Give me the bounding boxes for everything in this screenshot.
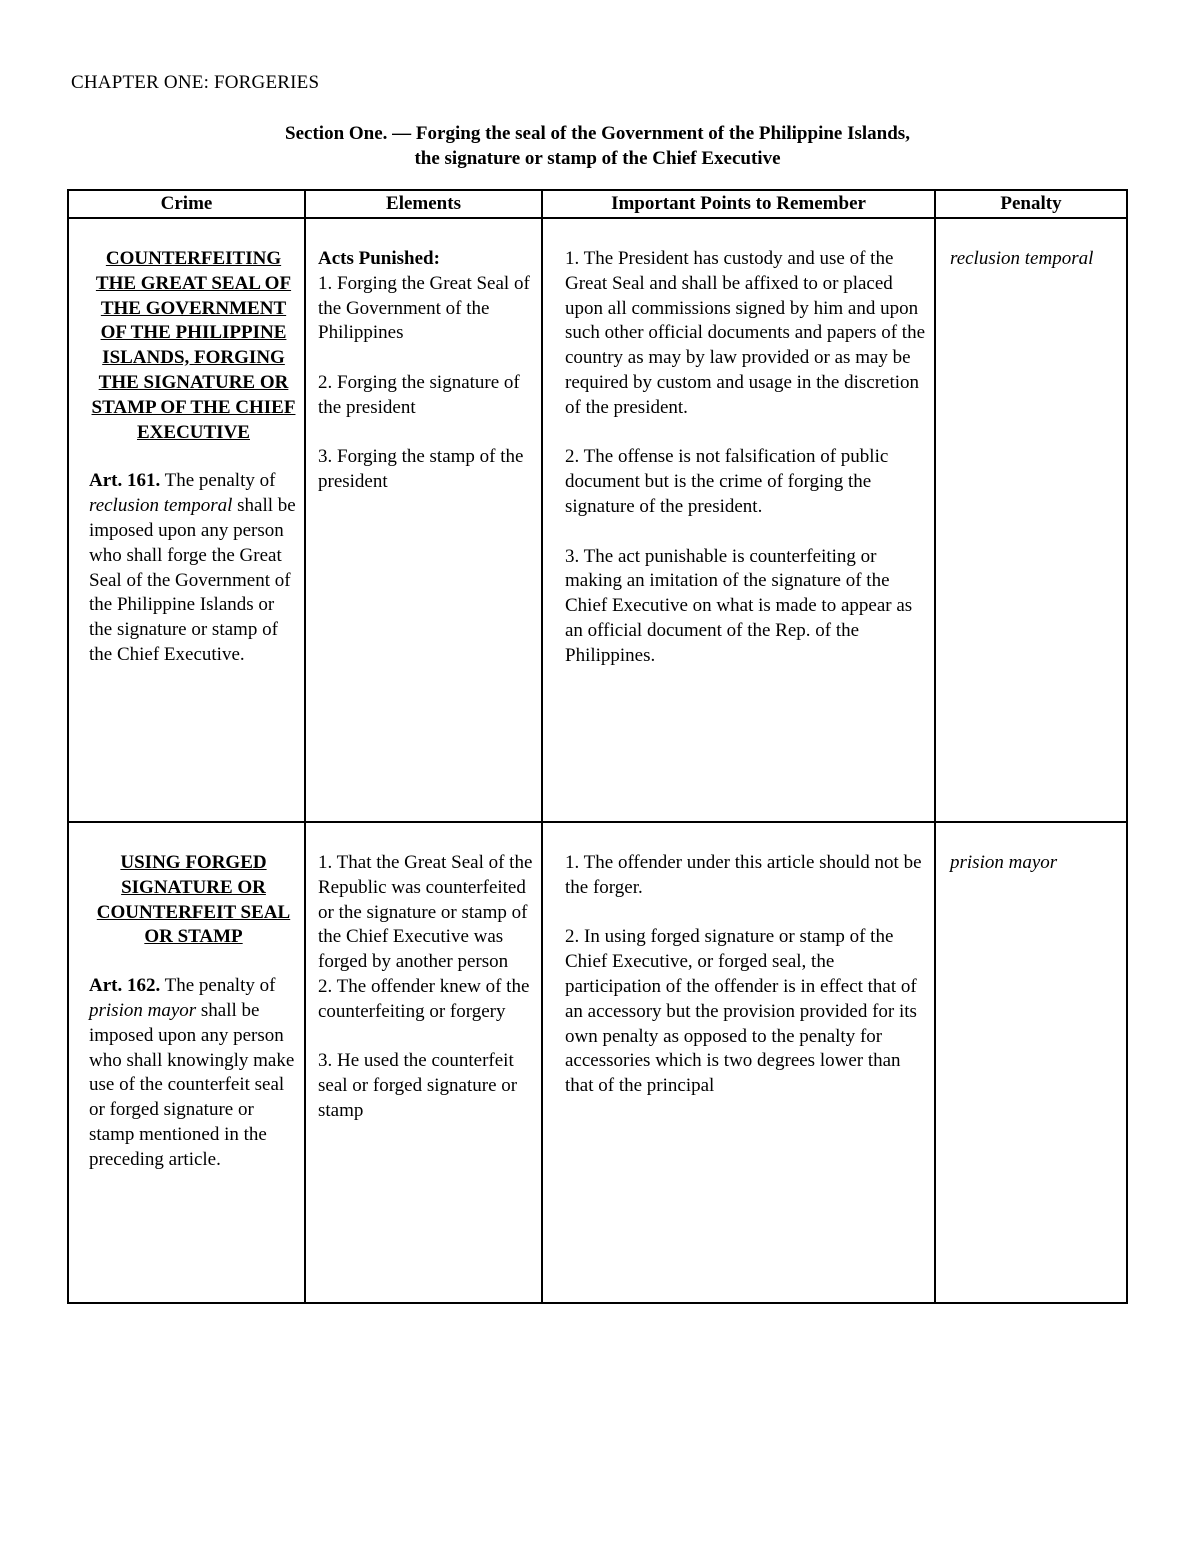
header-crime: Crime [68,190,305,218]
header-penalty: Penalty [935,190,1127,218]
article-penalty: reclusion temporal [89,495,233,517]
article-label: Art. 162. [89,975,161,997]
article-label: Art. 161. [89,470,161,492]
crime-cell [68,822,305,1303]
point-item: 2. The offense is not falsification of public document but is the crime of forging the signature of the president. [565,446,889,517]
article-text-part-2: shall be imposed upon any person who shall forge the Great Seal of the Government of the Philippine Islands or the signature or stamp of the Chief Executive. [89,495,296,665]
table-header-row [68,190,1127,218]
point-item: 3. The act punishable is counterfeiting or making an imitation of the signature of the Chief Executive on what is made to appear as an official document of the Rep. of the Philippines. [565,545,913,666]
section-title-line-2: the signature or stamp of the Chief Executive [414,148,781,169]
penalty-value: reclusion temporal [950,248,1094,269]
element-item: 1. Forging the Great Seal of the Government of the Philippines [318,272,530,344]
chapter-title: CHAPTER ONE: FORGERIES [71,72,320,93]
article-text [89,974,302,1172]
element-item: 1. That the Great Seal of the Republic was counterfeited or the signature or stamp of the Chief Executive was forged by another person [318,852,533,973]
forgeries-table [67,189,1128,1304]
article-text-part-1: The penalty of [160,470,276,492]
point-item: 1. The offender under this article should not be the forger. [565,852,922,898]
element-item: 2. The offender knew of the counterfeiting or forgery [318,975,530,1022]
points-cell [542,822,935,1303]
point-item: 1. The President has custody and use of the Great Seal and shall be affixed to or placed upon all commissions signed by him and upon such other official documents and papers of the country as may by law provided or as may be required by custom and usage in the discretion of the president. [565,248,926,418]
elements-cell [305,822,542,1303]
points-cell [542,218,935,822]
penalty-cell [935,218,1127,822]
header-elements: Elements [305,190,542,218]
header-important-points: Important Points to Remember [542,190,935,218]
article-text-part-2: shall be imposed upon any person who shall knowingly make use of the counterfeit seal or forged signature or stamp mentioned in the preceding article. [89,999,295,1170]
table-row [68,218,1127,822]
article-penalty: prision mayor [89,999,197,1021]
crime-title: USING FORGED SIGNATURE OR COUNTERFEIT SEAL OR STAMP [96,852,291,948]
element-item: 2. Forging the signature of the president [318,371,520,418]
penalty-value: prision mayor [950,852,1058,873]
crime-cell [68,218,305,822]
element-item: 3. He used the counterfeit seal or forged signature or stamp [318,1050,518,1121]
elements-cell [305,218,542,822]
crime-title: COUNTERFEITING THE GREAT SEAL OF THE GOVERNMENT OF THE PHILIPPINE ISLANDS, FORGING THE SIGNATURE OR STAMP OF THE CHIEF EXECUTIVE [91,248,296,443]
section-title [0,121,1195,171]
element-item: 3. Forging the stamp of the president [318,446,524,493]
penalty-cell [935,822,1127,1303]
article-text-part-1: The penalty of [160,975,276,997]
table-row [68,822,1127,1303]
section-title-line-1: Section One. — Forging the seal of the Government of the Philippine Islands, [285,123,910,144]
point-item: 2. In using forged signature or stamp of the Chief Executive, or forged seal, the participation of the offender is in effect that of an accessory but the provision provided for its own penalty as opposed to the penalty for accessories which is two degrees lower than that of the principal [565,926,917,1097]
elements-heading: Acts Punished: [318,248,440,269]
article-text [89,469,302,667]
